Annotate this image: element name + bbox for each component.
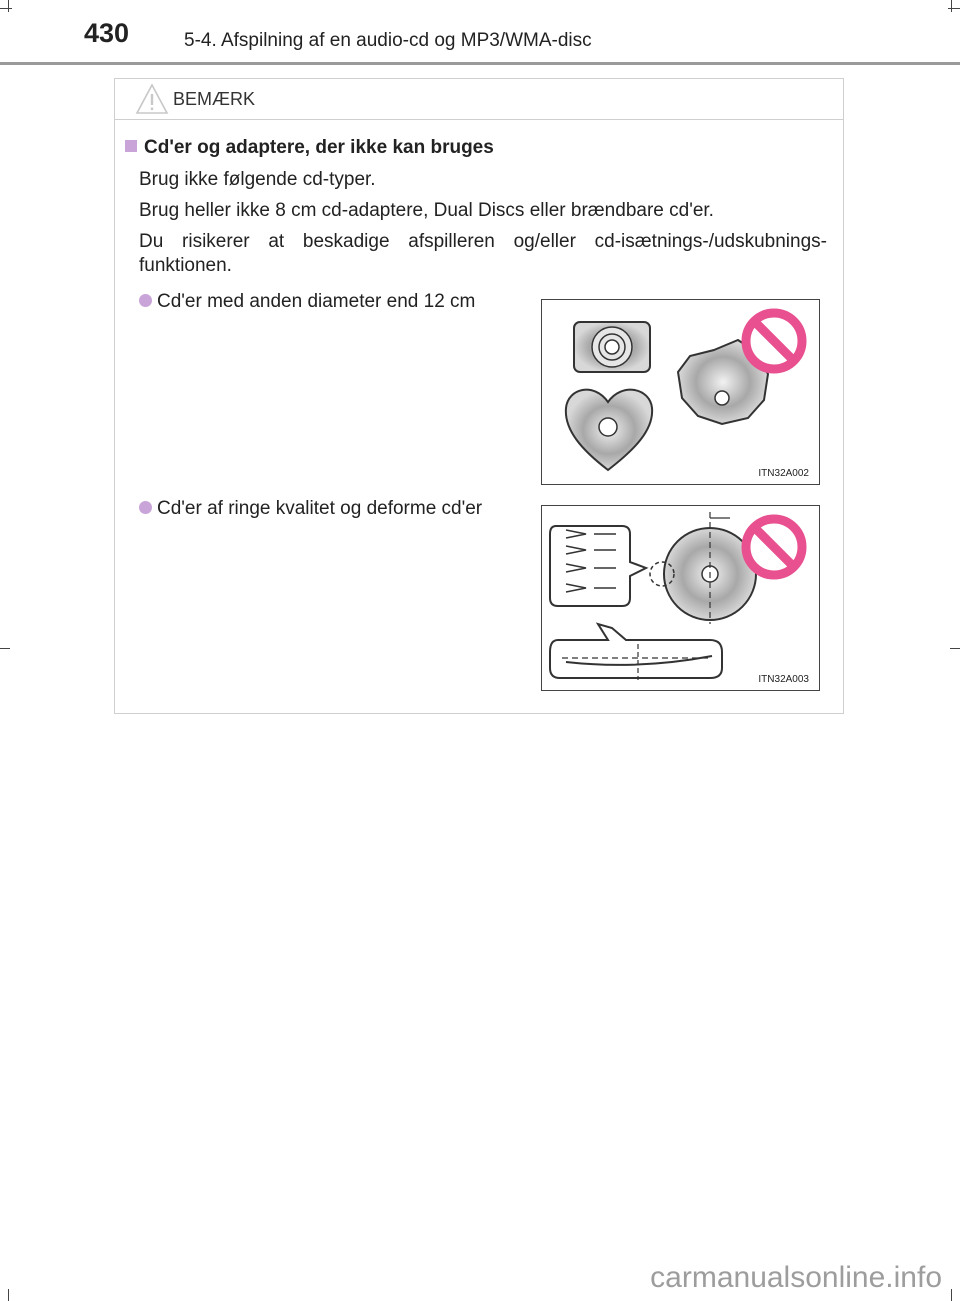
warning-triangle-icon <box>135 83 169 115</box>
odd-shaped-discs-illustration <box>542 300 819 484</box>
note-header <box>115 79 843 120</box>
section-header: 5-4. Afspilning af en audio-cd og MP3/WMA-disc <box>184 30 592 51</box>
crop-mark <box>8 1289 9 1301</box>
prohibition-icon <box>746 519 802 575</box>
crop-mark <box>951 0 952 12</box>
section-title <box>125 137 494 159</box>
paragraph: Brug heller ikke 8 cm cd-adaptere, Dual Discs eller brændbare cd'er. <box>139 200 714 221</box>
crop-mark <box>0 648 10 649</box>
crop-mark <box>950 648 960 649</box>
note-box <box>114 78 844 714</box>
circle-bullet-icon <box>139 294 152 307</box>
crop-mark <box>8 0 9 12</box>
figure-code: ITN32A002 <box>758 468 809 479</box>
prohibition-icon <box>746 313 802 369</box>
list-item-label: Cd'er af ringe kvalitet og deforme cd'er <box>157 498 483 519</box>
watermark: carmanualsonline.info <box>650 1261 942 1294</box>
crop-mark <box>0 8 12 9</box>
list-item <box>139 291 475 313</box>
crop-mark <box>948 8 960 9</box>
square-bullet-icon <box>125 140 137 152</box>
circle-bullet-icon <box>139 501 152 514</box>
figure-code: ITN32A003 <box>758 674 809 685</box>
figure-deformed-discs <box>541 505 820 691</box>
deformed-discs-illustration <box>542 506 819 690</box>
page-number: 430 <box>84 18 130 48</box>
list-item <box>139 498 482 520</box>
figure-odd-shaped-discs <box>541 299 820 485</box>
note-label: BEMÆRK <box>173 89 256 109</box>
crop-mark <box>951 1289 952 1301</box>
paragraph: Du risikerer at beskadige afspilleren og/eller cd-isætnings-/udskubnings-funktionen. <box>139 231 827 276</box>
list-item-label: Cd'er med anden diameter end 12 cm <box>157 291 476 312</box>
paragraph: Brug ikke følgende cd-typer. <box>139 169 376 190</box>
header-rule <box>0 62 960 65</box>
section-title-text: Cd'er og adaptere, der ikke kan bruges <box>144 137 494 158</box>
